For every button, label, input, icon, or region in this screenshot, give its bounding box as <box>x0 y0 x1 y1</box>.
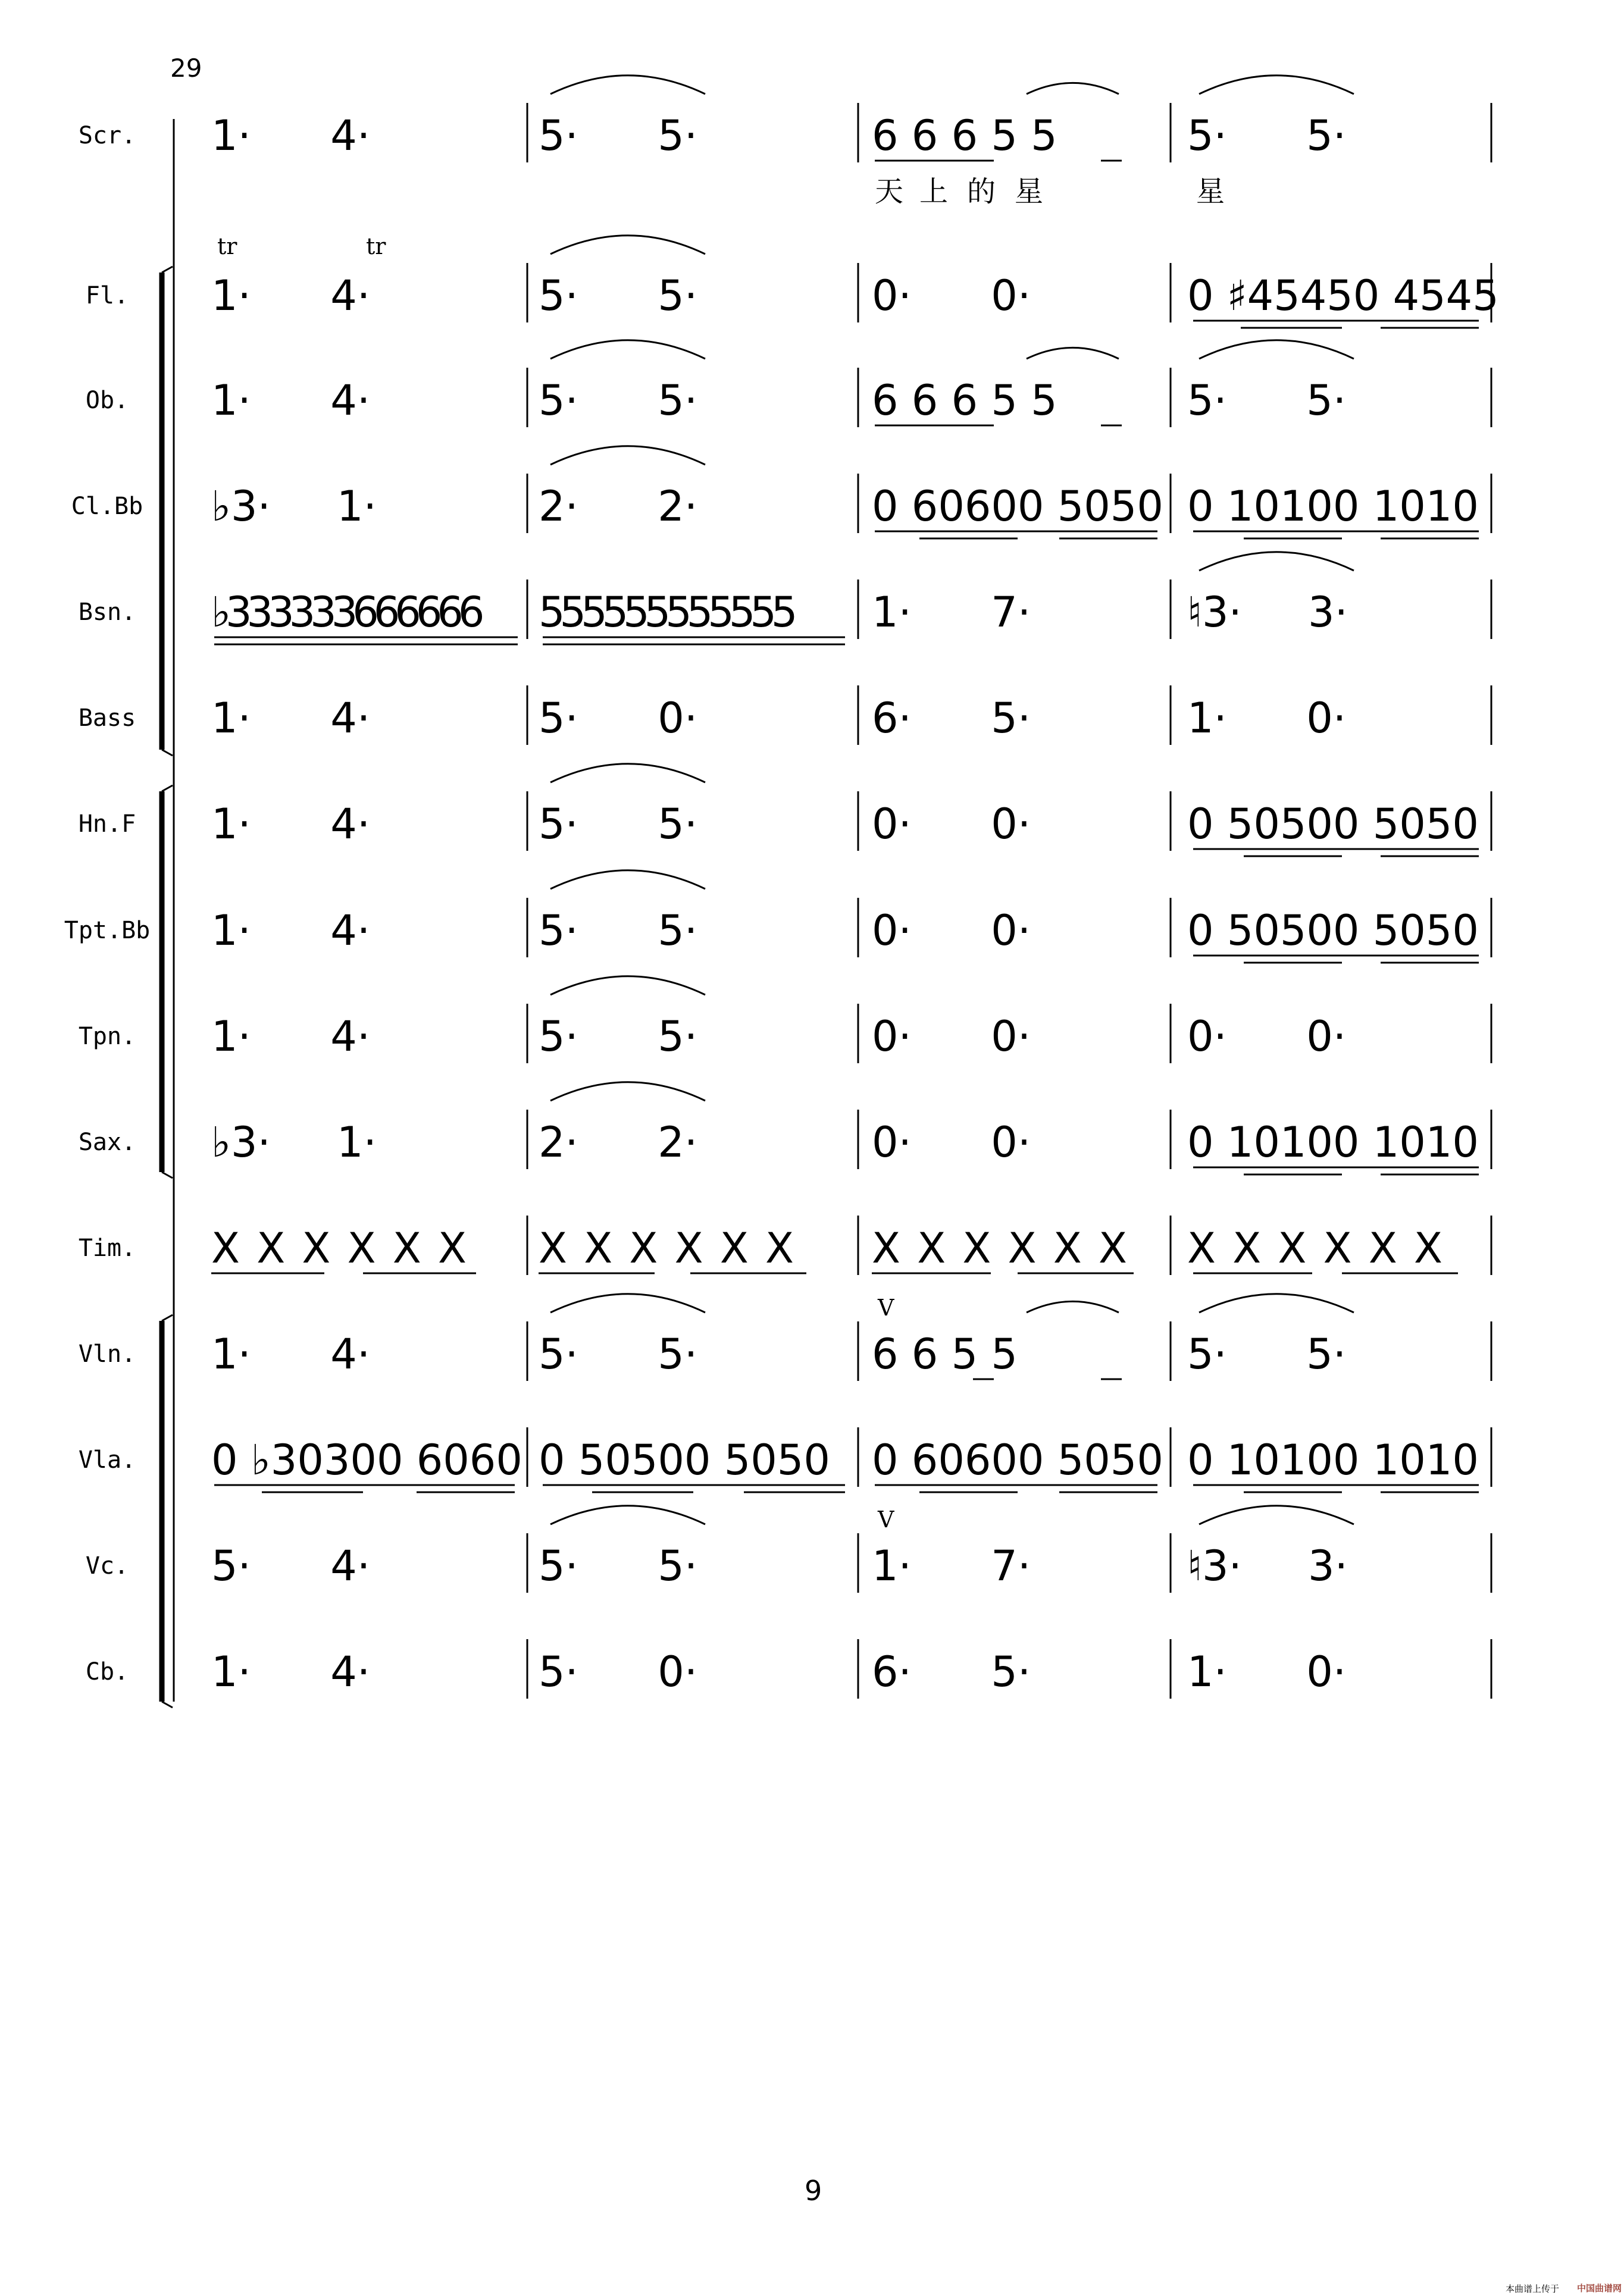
measure-tim-4: X X X X X X <box>1187 1224 1442 1273</box>
notation-line <box>162 1702 173 1708</box>
measure-cl-3: 0 60600 5050 <box>872 482 1163 531</box>
slur <box>550 340 705 359</box>
trill-mark: tr <box>217 233 237 259</box>
instrument-label-cb: Cb. <box>85 1658 129 1686</box>
measure-tim-3: X X X X X X <box>872 1224 1127 1273</box>
breath-mark: V <box>878 1506 894 1533</box>
slur <box>1027 347 1119 359</box>
measure-tim-1: X X X X X X <box>211 1224 467 1273</box>
measure-vln-2: 5· 5· <box>539 1330 698 1379</box>
measure-bsn-4: ♮3· 3· <box>1187 588 1348 637</box>
slur <box>550 1294 705 1313</box>
measure-vc-2: 5· 5· <box>539 1542 698 1590</box>
slur <box>550 1082 705 1101</box>
measure-sax-4: 0 10100 1010 <box>1187 1118 1479 1167</box>
slur <box>550 76 705 94</box>
watermark-text: 本曲谱上传于 <box>1506 2284 1560 2294</box>
measure-fl-2: 5· 5· <box>539 271 698 320</box>
measure-ob-3: 6 6 6 5 5 <box>872 376 1057 425</box>
slur <box>1199 340 1354 359</box>
measure-ob-4: 5· 5· <box>1187 376 1347 425</box>
measure-scr-3: 6 6 6 5 5 <box>872 111 1057 160</box>
measure-ob-2: 5· 5· <box>539 376 698 425</box>
measure-ob-1: 1· 4· <box>211 376 371 425</box>
instrument-label-fl: Fl. <box>85 282 129 309</box>
slur <box>1027 1301 1119 1313</box>
measure-hn-1: 1· 4· <box>211 800 371 848</box>
measure-vla-3: 0 60600 5050 <box>872 1436 1163 1484</box>
instrument-label-bass: Bass <box>78 704 136 732</box>
measure-vln-1: 1· 4· <box>211 1330 371 1379</box>
measure-scr-1: 1· 4· <box>211 111 371 160</box>
measure-tpn-1: 1· 4· <box>211 1012 371 1061</box>
measure-hn-4: 0 50500 5050 <box>1187 800 1479 848</box>
measure-cl-2: 2· 2· <box>539 482 698 531</box>
measure-vc-3: 1· 7· <box>872 1542 1031 1590</box>
measure-tpt-1: 1· 4· <box>211 906 371 955</box>
watermark-logo: 中国曲谱网 <box>1577 2283 1622 2294</box>
measure-tpn-3: 0· 0· <box>872 1012 1031 1061</box>
measure-tpt-4: 0 50500 5050 <box>1187 906 1479 955</box>
notation-line <box>162 267 173 272</box>
measure-tpn-4: 0· 0· <box>1187 1012 1347 1061</box>
measure-vla-1: 0 ♭30300 6060 <box>211 1436 522 1484</box>
slur <box>550 870 705 889</box>
measure-fl-4: 0 ♯45450 4545 <box>1187 271 1499 320</box>
breath-mark: V <box>878 1295 894 1321</box>
slur <box>1199 1294 1354 1313</box>
slur <box>550 446 705 465</box>
instrument-label-cl: Cl.Bb <box>71 493 143 520</box>
measure-cb-1: 1· 4· <box>211 1647 371 1696</box>
trill-mark: tr <box>366 233 386 259</box>
measure-sax-3: 0· 0· <box>872 1118 1031 1167</box>
measure-tpt-3: 0· 0· <box>872 906 1031 955</box>
measure-hn-3: 0· 0· <box>872 800 1031 848</box>
slur <box>1199 1506 1354 1524</box>
measure-bsn-3: 1· 7· <box>872 588 1031 637</box>
measure-hn-2: 5· 5· <box>539 800 698 848</box>
instrument-label-bsn: Bsn. <box>78 599 136 626</box>
notation-line <box>162 750 173 756</box>
instrument-label-tpn: Tpn. <box>78 1023 136 1050</box>
measure-fl-1: 1· 4· <box>211 271 371 320</box>
measure-scr-2: 5· 5· <box>539 111 698 160</box>
slur <box>1199 552 1354 571</box>
measure-vla-4: 0 10100 1010 <box>1187 1436 1479 1484</box>
measure-vc-1: 5· 4· <box>211 1542 371 1590</box>
instrument-label-sax: Sax. <box>78 1129 136 1156</box>
slur <box>1199 76 1354 94</box>
measure-bsn-2: 555555555555 <box>539 588 793 637</box>
measure-bass-2: 5· 0· <box>539 694 698 743</box>
measure-tpn-2: 5· 5· <box>539 1012 698 1061</box>
lyric-char: 天 <box>875 175 904 208</box>
lyric-char: 星 <box>1196 175 1225 208</box>
measure-bass-3: 6· 5· <box>872 694 1031 743</box>
measure-vc-4: ♮3· 3· <box>1187 1542 1348 1590</box>
measure-cl-1: ♭3· 1· <box>211 482 377 531</box>
measure-tim-2: X X X X X X <box>539 1224 794 1273</box>
instrument-label-scr: Scr. <box>78 122 136 149</box>
slur <box>550 1506 705 1524</box>
measure-fl-3: 0· 0· <box>872 271 1031 320</box>
notation-line <box>162 1172 173 1178</box>
measure-vln-4: 5· 5· <box>1187 1330 1347 1379</box>
measure-scr-4: 5· 5· <box>1187 111 1347 160</box>
measure-bass-4: 1· 0· <box>1187 694 1347 743</box>
instrument-label-tpt: Tpt.Bb <box>64 917 151 944</box>
instrument-label-vc: Vc. <box>85 1552 129 1580</box>
instrument-label-vln: Vln. <box>78 1340 136 1368</box>
measure-cl-4: 0 10100 1010 <box>1187 482 1479 531</box>
instrument-label-hn: Hn.F <box>78 810 136 838</box>
lyric-char: 星 <box>1015 175 1044 208</box>
slur <box>1027 83 1119 94</box>
measure-sax-1: ♭3· 1· <box>211 1118 377 1167</box>
lyric-char: 上 <box>919 175 949 208</box>
measure-number: 29 <box>170 54 202 83</box>
notation-line <box>162 1315 173 1321</box>
measure-vln-3: 6 6 5 5 <box>872 1330 1018 1379</box>
measure-vla-2: 0 50500 5050 <box>539 1436 830 1484</box>
slur <box>550 236 705 254</box>
lyric-char: 的 <box>967 175 996 208</box>
notation-line <box>162 785 173 791</box>
instrument-label-tim: Tim. <box>78 1235 136 1262</box>
measure-cb-3: 6· 5· <box>872 1647 1031 1696</box>
slur <box>550 764 705 782</box>
instrument-label-ob: Ob. <box>85 387 129 414</box>
measure-bass-1: 1· 4· <box>211 694 371 743</box>
measure-cb-4: 1· 0· <box>1187 1647 1347 1696</box>
measure-tpt-2: 5· 5· <box>539 906 698 955</box>
measure-bsn-1: ♭333333666666 <box>211 588 480 637</box>
measure-sax-2: 2· 2· <box>539 1118 698 1167</box>
slur <box>550 976 705 995</box>
instrument-label-vla: Vla. <box>78 1446 136 1474</box>
page-number: 9 <box>805 2175 822 2207</box>
measure-cb-2: 5· 0· <box>539 1647 698 1696</box>
